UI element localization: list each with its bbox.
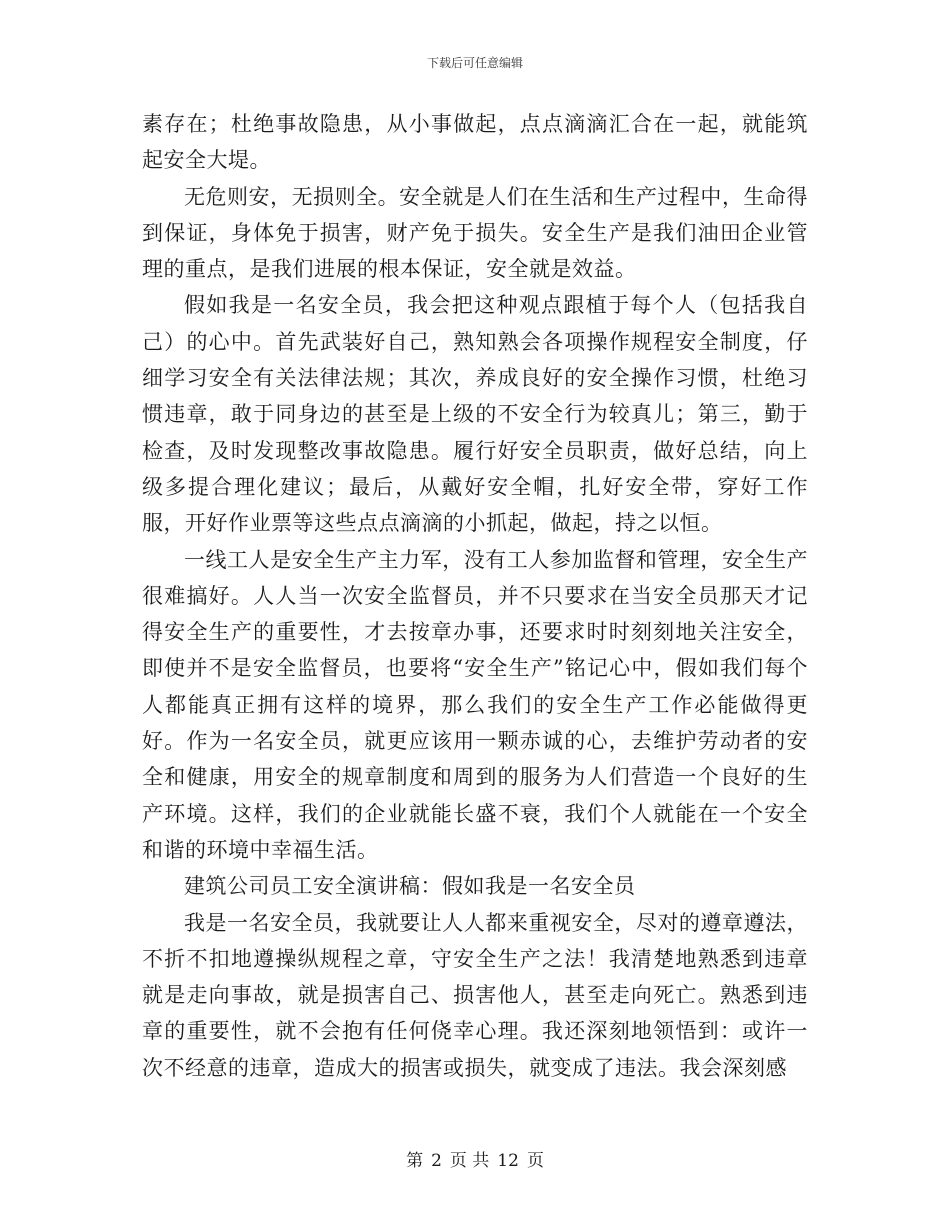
footer-middle: 页 共	[449, 1151, 490, 1171]
paragraph-speech-body: 我是一名安全员，我就要让人人都来重视安全，尽对的遵章遵法，不折不扣地遵操纵规程之章，守安全生产之法！我清楚地熟悉到违章就是走向事故，就是损害自己、损害他人，甚至走向死亡。熟悉到违章的重要性，就不会抱有任何侥幸心理。我还深刻地领悟到：或许一次不经意的违章，造成大的损害或损失，就变成了违法。我会深刻感	[142, 910, 808, 1080]
paragraph-frontline-workers: 一线工人是安全生产主力军，没有工人参加监督和管理，安全生产很难搞好。人人当一次安全监督员，并不只要求在当安全员那天才记得安全生产的重要性，才去按章办事，还要求时时刻刻地关注安全，即使并不是安全监督员，也要将“安全生产”铭记心中，假如我们每个人都能真正拥有这样的境界，那么我们的安全生产工作必能做得更好。作为一名安全员，就更应该用一颗赤诚的心，去维护劳动者的安全和健康，用安全的规章制度和周到的服务为人们营造一个良好的生产环境。这样，我们的企业就能长盛不衰，我们个人就能在一个安全和谐的环境中幸福生活。	[142, 547, 808, 862]
footer-suffix: 页	[526, 1151, 544, 1171]
footer-total-pages: 12	[497, 1151, 519, 1171]
paragraph-continuation: 素存在；杜绝事故隐患，从小事做起，点点滴滴汇合在一起，就能筑起安全大堤。	[142, 112, 808, 173]
section-heading: 建筑公司员工安全演讲稿：假如我是一名安全员	[184, 874, 636, 899]
page-header: 下载后可任意编辑	[426, 56, 523, 70]
page-footer	[0, 1146, 950, 1171]
document-body	[142, 106, 808, 1086]
footer-page-number: 2	[431, 1151, 442, 1171]
footer-prefix: 第	[406, 1151, 424, 1171]
paragraph-if-i-were-safety-officer: 假如我是一名安全员，我会把这种观点跟植于每个人（包括我自己）的心中。首先武装好自己，熟知熟会各项操作规程安全制度，仔细学习安全有关法律法规；其次，养成良好的安全操作习惯，杜绝习惯违章，敢于同身边的甚至是上级的不安全行为较真儿；第三，勤于检查，及时发现整改事故隐患。履行好安全员职责，做好总结，向上级多提合理化建议；最后，从戴好安全帽，扎好安全带，穿好工作服，开好作业票等这些点点滴滴的小抓起，做起，持之以恒。	[142, 293, 808, 536]
paragraph-safety-definition: 无危则安，无损则全。安全就是人们在生活和生产过程中，生命得到保证，身体免于损害，财产免于损失。安全生产是我们油田企业管理的重点，是我们进展的根本保证，安全就是效益。	[142, 184, 808, 282]
